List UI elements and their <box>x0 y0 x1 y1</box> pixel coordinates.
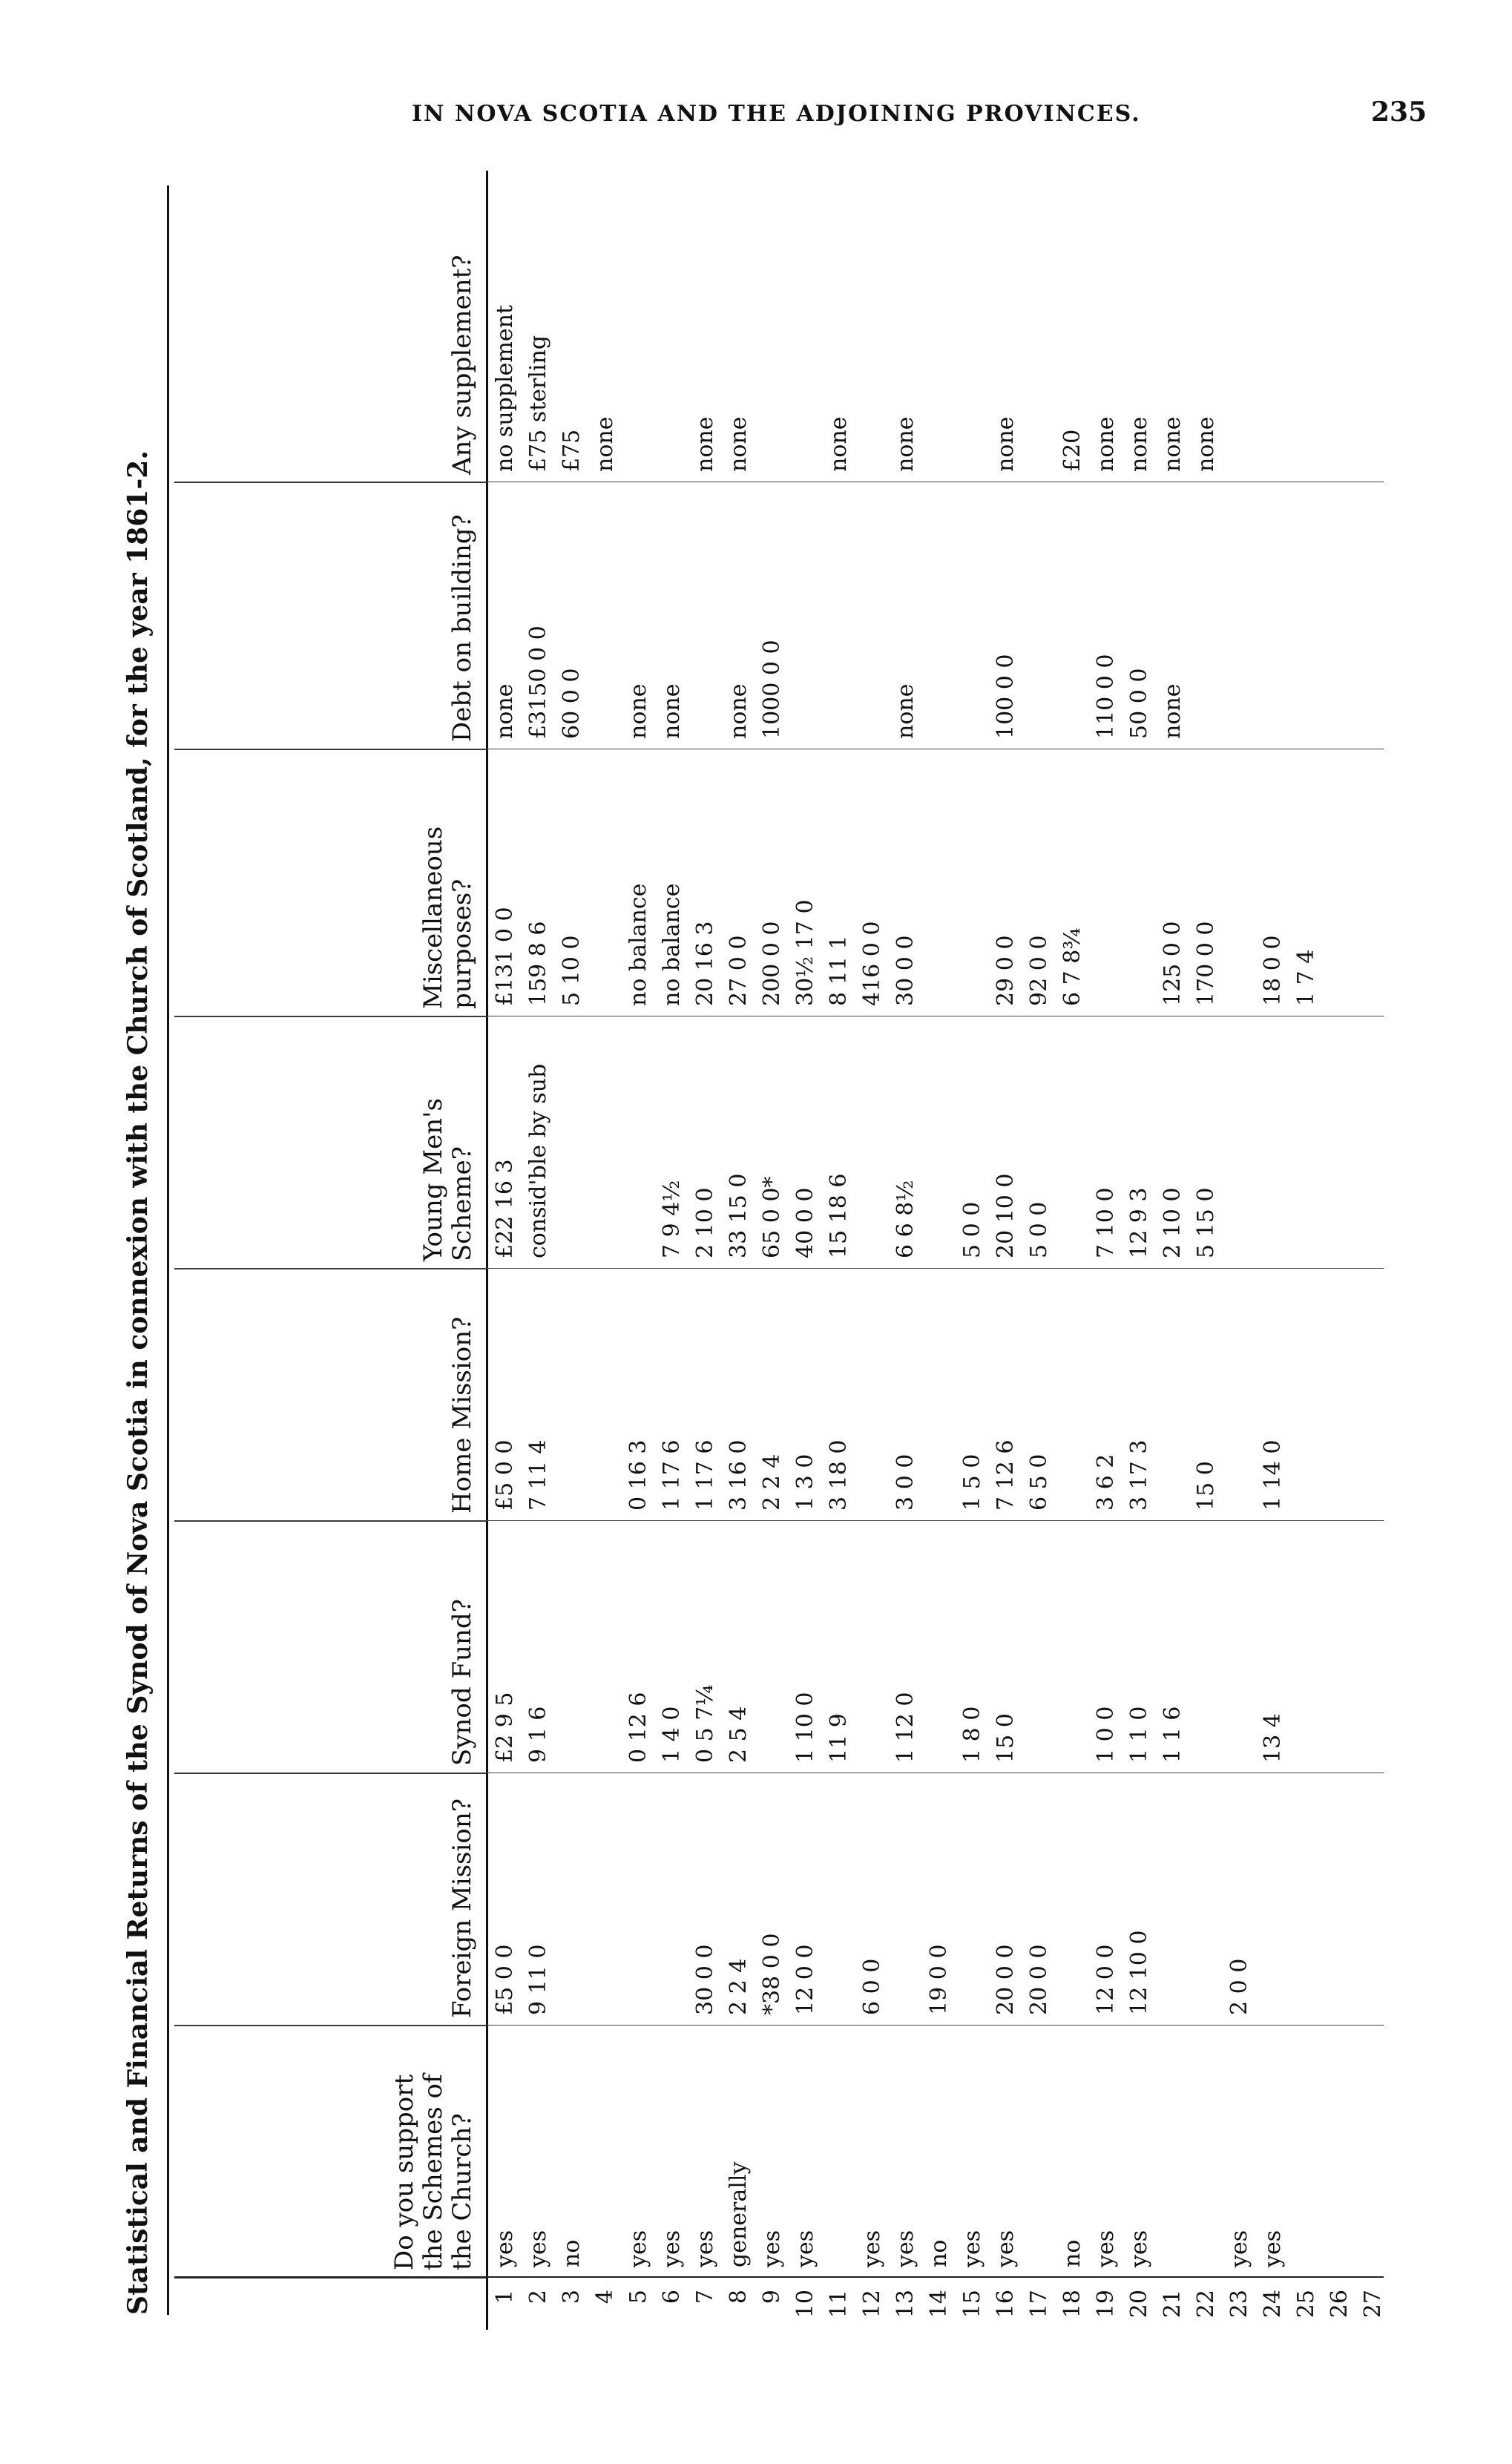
miscellaneous-cell: 27 0 0 <box>726 935 752 1006</box>
synod-fund-cell: 9 1 6 <box>525 1706 551 1763</box>
supplement-cell <box>755 171 789 482</box>
debt-cell: 50 0 0 <box>1126 668 1152 739</box>
home-mission-cell <box>1289 1269 1323 1521</box>
supplement-cell <box>1323 171 1356 482</box>
debt-cell: £3150 0 0 <box>525 625 551 739</box>
supplement-cell <box>922 171 956 482</box>
foreign-mission-cell: 6 0 0 <box>859 1958 885 2015</box>
miscellaneous-cell <box>1356 749 1390 1016</box>
support-cell <box>1356 2026 1390 2278</box>
support-cell: yes <box>859 2230 885 2267</box>
debt-cell: 100 0 0 <box>993 654 1019 739</box>
row-number: 10 <box>792 2290 818 2319</box>
home-mission-cell: 1 5 0 <box>959 1453 985 1511</box>
support-cell: yes <box>993 2230 1019 2267</box>
col-header-miscellaneous: Miscellaneous purposes? <box>174 749 486 1016</box>
foreign-mission-cell <box>1189 1773 1223 2026</box>
miscellaneous-cell: 30 0 0 <box>893 935 918 1006</box>
foreign-mission-cell <box>1323 1773 1356 2026</box>
support-cell: yes <box>1126 2230 1152 2267</box>
number-column-rule <box>174 2276 1384 2278</box>
col-header-foreign-mission: Foreign Mission? <box>174 1773 486 2026</box>
table-row <box>855 171 889 2330</box>
young-mens-scheme-cell: 33 15 0 <box>726 1173 752 1258</box>
debt-cell <box>1056 482 1089 749</box>
debt-cell: none <box>893 683 918 739</box>
supplement-cell: no supplement <box>492 305 518 472</box>
foreign-mission-cell <box>1289 1773 1323 2026</box>
synod-fund-cell: 1 4 0 <box>659 1706 685 1763</box>
home-mission-cell <box>1056 1269 1089 1521</box>
table-row <box>1022 171 1056 2330</box>
table-row <box>622 171 655 2330</box>
support-cell <box>1323 2026 1356 2278</box>
home-mission-cell <box>1356 1269 1390 1521</box>
table-row <box>588 171 622 2330</box>
home-mission-cell <box>1323 1269 1356 1521</box>
table-row <box>956 171 989 2330</box>
supplement-cell: none <box>692 416 718 472</box>
young-mens-scheme-cell: 40 0 0 <box>792 1187 818 1258</box>
miscellaneous-cell: 125 0 0 <box>1160 921 1186 1006</box>
supplement-cell: none <box>993 416 1019 472</box>
debt-cell: none <box>659 683 685 739</box>
young-mens-scheme-cell <box>588 1016 622 1269</box>
row-number: 3 <box>559 2290 585 2304</box>
home-mission-cell: 1 17 6 <box>692 1439 718 1511</box>
synod-fund-cell <box>1356 1521 1390 1773</box>
support-cell: yes <box>893 2230 918 2267</box>
supplement-cell <box>1256 171 1289 482</box>
supplement-cell <box>622 171 655 482</box>
supplement-cell: none <box>1160 416 1186 472</box>
miscellaneous-cell <box>1089 749 1123 1016</box>
foreign-mission-cell: 20 0 0 <box>993 1944 1019 2015</box>
debt-cell: none <box>1160 683 1186 739</box>
synod-fund-cell: 2 5 4 <box>726 1706 752 1763</box>
row-number: 27 <box>1360 2290 1386 2319</box>
foreign-mission-cell <box>822 1773 855 2026</box>
miscellaneous-cell <box>1323 749 1356 1016</box>
debt-cell <box>688 482 722 749</box>
debt-cell <box>1256 482 1289 749</box>
foreign-mission-cell <box>622 1773 655 2026</box>
home-mission-cell: 2 2 4 <box>759 1453 785 1511</box>
debt-cell <box>588 482 622 749</box>
support-cell: yes <box>759 2230 785 2267</box>
support-cell: yes <box>1260 2230 1286 2267</box>
support-cell <box>822 2026 855 2278</box>
support-cell: yes <box>1226 2230 1252 2267</box>
col-header-number <box>174 2278 486 2330</box>
table-row <box>1356 171 1390 2330</box>
young-mens-scheme-cell: 2 10 0 <box>692 1187 718 1258</box>
col-header-home-mission: Home Mission? <box>174 1269 486 1521</box>
row-number: 20 <box>1126 2290 1152 2319</box>
row-number: 1 <box>492 2290 518 2304</box>
foreign-mission-cell <box>1156 1773 1189 2026</box>
supplement-cell: £20 <box>1059 429 1085 472</box>
synod-fund-cell <box>1223 1521 1256 1773</box>
young-mens-scheme-cell: 65 0 0* <box>759 1176 785 1258</box>
title-rule <box>167 185 169 2315</box>
row-number: 25 <box>1293 2290 1319 2319</box>
table-body <box>488 171 1390 2330</box>
support-cell: yes <box>792 2230 818 2267</box>
table-row <box>1089 171 1123 2330</box>
synod-fund-cell <box>588 1521 622 1773</box>
row-number: 13 <box>893 2290 918 2319</box>
synod-fund-cell: 1 1 6 <box>1160 1706 1186 1763</box>
home-mission-cell: 1 17 6 <box>659 1439 685 1511</box>
synod-fund-cell <box>1289 1521 1323 1773</box>
home-mission-cell: 1 3 0 <box>792 1453 818 1511</box>
row-number: 11 <box>826 2290 852 2319</box>
foreign-mission-cell: 12 0 0 <box>1093 1944 1119 2015</box>
row-number: 4 <box>592 2290 618 2304</box>
foreign-mission-cell <box>1056 1773 1089 2026</box>
table-title <box>122 185 174 2315</box>
supplement-cell <box>789 171 822 482</box>
table-row <box>1123 171 1156 2330</box>
miscellaneous-cell: £131 0 0 <box>492 907 518 1006</box>
foreign-mission-cell: 2 0 0 <box>1226 1958 1252 2015</box>
young-mens-scheme-cell <box>555 1016 588 1269</box>
young-mens-scheme-cell: £22 16 3 <box>492 1159 518 1258</box>
row-number: 7 <box>692 2290 718 2304</box>
row-number: 14 <box>926 2290 952 2319</box>
row-number: 2 <box>525 2290 551 2304</box>
support-cell: no <box>1059 2239 1085 2267</box>
column-rule <box>174 1268 1384 1269</box>
debt-cell <box>1223 482 1256 749</box>
foreign-mission-cell <box>555 1773 588 2026</box>
young-mens-scheme-cell: 15 18 6 <box>826 1173 852 1258</box>
debt-cell <box>1323 482 1356 749</box>
foreign-mission-cell: 2 2 4 <box>726 1958 752 2015</box>
support-cell <box>1022 2026 1056 2278</box>
supplement-cell: none <box>1193 416 1219 472</box>
synod-fund-cell: 13 4 <box>1260 1713 1286 1763</box>
supplement-cell <box>855 171 889 482</box>
synod-fund-cell <box>755 1521 789 1773</box>
col-header-young-mens-scheme: Young Men's Scheme? <box>174 1016 486 1269</box>
supplement-cell: none <box>1126 416 1152 472</box>
home-mission-cell <box>588 1269 622 1521</box>
miscellaneous-cell <box>922 749 956 1016</box>
col-header-supplement: Any supplement? <box>447 254 477 475</box>
miscellaneous-cell <box>956 749 989 1016</box>
miscellaneous-cell <box>588 749 622 1016</box>
debt-cell <box>822 482 855 749</box>
row-number: 22 <box>1193 2290 1219 2319</box>
row-number: 6 <box>659 2290 685 2304</box>
foreign-mission-cell <box>655 1773 688 2026</box>
support-cell: yes <box>959 2230 985 2267</box>
row-number: 12 <box>859 2290 885 2319</box>
foreign-mission-cell: 20 0 0 <box>1026 1944 1052 2015</box>
miscellaneous-cell: 5 10 0 <box>559 935 585 1006</box>
debt-cell: 110 0 0 <box>1093 654 1119 739</box>
table-row <box>1056 171 1089 2330</box>
young-mens-scheme-cell <box>1256 1016 1289 1269</box>
synod-fund-cell: 1 8 0 <box>959 1706 985 1763</box>
supplement-cell: none <box>826 416 852 472</box>
miscellaneous-cell: 20 16 3 <box>692 921 718 1006</box>
support-cell <box>588 2026 622 2278</box>
running-head: IN NOVA SCOTIA AND THE ADJOINING PROVINCES. <box>412 101 1141 127</box>
home-mission-cell: 1 14 0 <box>1260 1439 1286 1511</box>
page-number: 235 <box>1371 96 1427 128</box>
row-number: 16 <box>993 2290 1019 2319</box>
col-header-debt: Debt on building? <box>174 482 486 749</box>
miscellaneous-cell <box>1123 749 1156 1016</box>
foreign-mission-cell <box>889 1773 922 2026</box>
table-row <box>755 171 789 2330</box>
supplement-cell <box>1356 171 1390 482</box>
table-row <box>688 171 722 2330</box>
home-mission-cell: 7 11 4 <box>525 1439 551 1511</box>
miscellaneous-cell: 6 7 8¾ <box>1059 927 1085 1006</box>
foreign-mission-cell: 12 0 0 <box>792 1944 818 2015</box>
synod-fund-cell <box>1189 1521 1223 1773</box>
support-cell: yes <box>525 2230 551 2267</box>
support-cell <box>1289 2026 1323 2278</box>
foreign-mission-cell: 30 0 0 <box>692 1944 718 2015</box>
support-cell: no <box>926 2239 952 2267</box>
supplement-cell: none <box>592 416 618 472</box>
debt-cell <box>956 482 989 749</box>
synod-fund-cell: £2 9 5 <box>492 1692 518 1763</box>
young-mens-scheme-cell <box>622 1016 655 1269</box>
synod-fund-cell <box>1022 1521 1056 1773</box>
foreign-mission-cell <box>588 1773 622 2026</box>
row-number: 19 <box>1093 2290 1119 2319</box>
young-mens-scheme-cell: 2 10 0 <box>1160 1187 1186 1258</box>
miscellaneous-cell: 170 0 0 <box>1193 921 1219 1006</box>
home-mission-cell: 7 12 6 <box>993 1439 1019 1511</box>
miscellaneous-cell: 29 0 0 <box>993 935 1019 1006</box>
synod-fund-cell: 1 12 0 <box>893 1692 918 1763</box>
home-mission-cell: 3 18 0 <box>826 1439 852 1511</box>
young-mens-scheme-cell <box>922 1016 956 1269</box>
table-row <box>1289 171 1323 2330</box>
support-cell: yes <box>492 2230 518 2267</box>
home-mission-cell <box>922 1269 956 1521</box>
debt-cell <box>1356 482 1390 749</box>
support-cell <box>1156 2026 1189 2278</box>
table-row <box>488 171 522 2330</box>
debt-cell <box>855 482 889 749</box>
synod-fund-cell: 15 0 <box>993 1713 1019 1763</box>
home-mission-cell: £5 0 0 <box>492 1439 518 1511</box>
young-mens-scheme-cell: 5 0 0 <box>959 1201 985 1258</box>
table-row <box>522 171 555 2330</box>
home-mission-cell: 0 16 3 <box>625 1439 651 1511</box>
row-number: 15 <box>959 2290 985 2319</box>
table-row <box>1323 171 1356 2330</box>
row-number: 23 <box>1226 2290 1252 2319</box>
young-mens-scheme-cell <box>1356 1016 1390 1269</box>
row-number: 17 <box>1026 2290 1052 2319</box>
miscellaneous-cell: 30½ 17 0 <box>792 899 818 1006</box>
home-mission-cell <box>555 1269 588 1521</box>
table-row <box>1256 171 1289 2330</box>
table-row <box>1156 171 1189 2330</box>
synod-fund-cell <box>1323 1521 1356 1773</box>
supplement-cell: £75 <box>559 429 585 472</box>
col-header-support: Do you support the Schemes of the Church? <box>174 2026 486 2278</box>
young-mens-scheme-cell <box>1223 1016 1256 1269</box>
support-cell <box>1189 2026 1223 2278</box>
debt-cell <box>789 482 822 749</box>
synod-fund-cell: 1 0 0 <box>1093 1706 1119 1763</box>
table-title-text: Statistical and Financial Returns of the Synod of Nova Scotia in connexion with the Church of Scotland, for the year 1861-2. <box>122 450 154 2315</box>
supplement-cell <box>1022 171 1056 482</box>
support-cell: yes <box>625 2230 651 2267</box>
debt-cell <box>1289 482 1323 749</box>
rotated-table-block <box>122 171 1386 2330</box>
synod-fund-cell: 0 12 6 <box>625 1692 651 1763</box>
miscellaneous-cell: 8 11 1 <box>826 935 852 1006</box>
returns-table <box>174 171 1390 2330</box>
home-mission-cell: 3 6 2 <box>1093 1453 1119 1511</box>
miscellaneous-cell: no balance <box>625 883 651 1006</box>
debt-cell: none <box>625 683 651 739</box>
column-rule <box>174 1520 1384 1521</box>
row-number: 18 <box>1059 2290 1085 2319</box>
row-number: 26 <box>1327 2290 1352 2319</box>
supplement-cell <box>655 171 688 482</box>
synod-fund-cell <box>922 1521 956 1773</box>
young-mens-scheme-cell: 5 0 0 <box>1026 1201 1052 1258</box>
table-row <box>655 171 688 2330</box>
young-mens-scheme-cell: 12 9 3 <box>1126 1187 1152 1258</box>
debt-cell: none <box>726 683 752 739</box>
young-mens-scheme-cell <box>855 1016 889 1269</box>
table-row <box>789 171 822 2330</box>
row-number: 24 <box>1260 2290 1286 2319</box>
young-mens-scheme-cell: 20 10 0 <box>993 1173 1019 1258</box>
support-cell: yes <box>659 2230 685 2267</box>
supplement-cell <box>1289 171 1323 482</box>
foreign-mission-cell: 12 10 0 <box>1126 1930 1152 2015</box>
synod-fund-cell <box>555 1521 588 1773</box>
home-mission-cell: 15 0 <box>1193 1461 1219 1511</box>
synod-fund-cell: 11 9 <box>826 1713 852 1763</box>
foreign-mission-cell: £5 0 0 <box>492 1944 518 2015</box>
home-mission-cell <box>1156 1269 1189 1521</box>
row-number: 21 <box>1160 2290 1186 2319</box>
table-row <box>722 171 755 2330</box>
row-number: 8 <box>726 2290 752 2304</box>
supplement-cell: £75 sterling <box>525 335 551 472</box>
miscellaneous-cell <box>1223 749 1256 1016</box>
supplement-cell: none <box>893 416 918 472</box>
young-mens-scheme-cell <box>1323 1016 1356 1269</box>
synod-fund-cell <box>855 1521 889 1773</box>
debt-cell <box>1022 482 1056 749</box>
support-cell: yes <box>692 2230 718 2267</box>
row-number: 5 <box>625 2290 651 2304</box>
support-cell: yes <box>1093 2230 1119 2267</box>
row-number: 9 <box>759 2290 785 2304</box>
synod-fund-cell: 0 5 7¼ <box>692 1684 718 1763</box>
young-mens-scheme-cell <box>1056 1016 1089 1269</box>
young-mens-scheme-cell: consid'ble by sub <box>525 1063 551 1258</box>
synod-fund-cell: 1 10 0 <box>792 1692 818 1763</box>
miscellaneous-cell: 92 0 0 <box>1026 935 1052 1006</box>
foreign-mission-cell: *38 0 0 <box>759 1933 785 2015</box>
miscellaneous-cell: 1 7 4 <box>1293 949 1319 1006</box>
support-cell: no <box>559 2239 585 2267</box>
column-rule <box>174 2025 1384 2026</box>
page-header <box>0 0 1512 171</box>
table-row <box>1223 171 1256 2330</box>
young-mens-scheme-cell <box>1289 1016 1323 1269</box>
home-mission-cell: 3 17 3 <box>1126 1439 1152 1511</box>
home-mission-cell: 6 5 0 <box>1026 1453 1052 1511</box>
foreign-mission-cell: 9 11 0 <box>525 1944 551 2015</box>
supplement-cell: none <box>1093 416 1119 472</box>
supplement-cell <box>1223 171 1256 482</box>
supplement-cell <box>956 171 989 482</box>
supplement-cell: none <box>726 416 752 472</box>
young-mens-scheme-cell: 5 15 0 <box>1193 1187 1219 1258</box>
debt-cell: none <box>492 683 518 739</box>
foreign-mission-cell <box>956 1773 989 2026</box>
col-header-synod-fund: Synod Fund? <box>174 1521 486 1773</box>
home-mission-cell: 3 0 0 <box>893 1453 918 1511</box>
home-mission-cell <box>855 1269 889 1521</box>
debt-cell: 1000 0 0 <box>759 640 785 739</box>
table-row <box>922 171 956 2330</box>
home-mission-cell: 3 16 0 <box>726 1439 752 1511</box>
foreign-mission-cell <box>1356 1773 1390 2026</box>
foreign-mission-cell: 19 0 0 <box>926 1944 952 2015</box>
foreign-mission-cell <box>1256 1773 1289 2026</box>
miscellaneous-cell: 200 0 0 <box>759 921 785 1006</box>
table-row <box>555 171 588 2330</box>
table-row <box>989 171 1022 2330</box>
home-mission-cell <box>1223 1269 1256 1521</box>
synod-fund-cell: 1 1 0 <box>1126 1706 1152 1763</box>
miscellaneous-cell: 159 8 6 <box>525 921 551 1006</box>
debt-cell <box>922 482 956 749</box>
miscellaneous-cell: 18 0 0 <box>1260 935 1286 1006</box>
young-mens-scheme-cell: 6 6 8½ <box>893 1180 918 1258</box>
table-row <box>889 171 922 2330</box>
debt-cell <box>1189 482 1223 749</box>
table-row <box>822 171 855 2330</box>
miscellaneous-cell: no balance <box>659 883 685 1006</box>
header-row <box>174 171 488 2330</box>
synod-fund-cell <box>1056 1521 1089 1773</box>
miscellaneous-cell: 416 0 0 <box>859 921 885 1006</box>
debt-cell: 60 0 0 <box>559 668 585 739</box>
young-mens-scheme-cell: 7 9 4½ <box>659 1180 685 1258</box>
young-mens-scheme-cell: 7 10 0 <box>1093 1187 1119 1258</box>
table-row <box>1189 171 1223 2330</box>
support-cell: generally <box>726 2161 752 2267</box>
